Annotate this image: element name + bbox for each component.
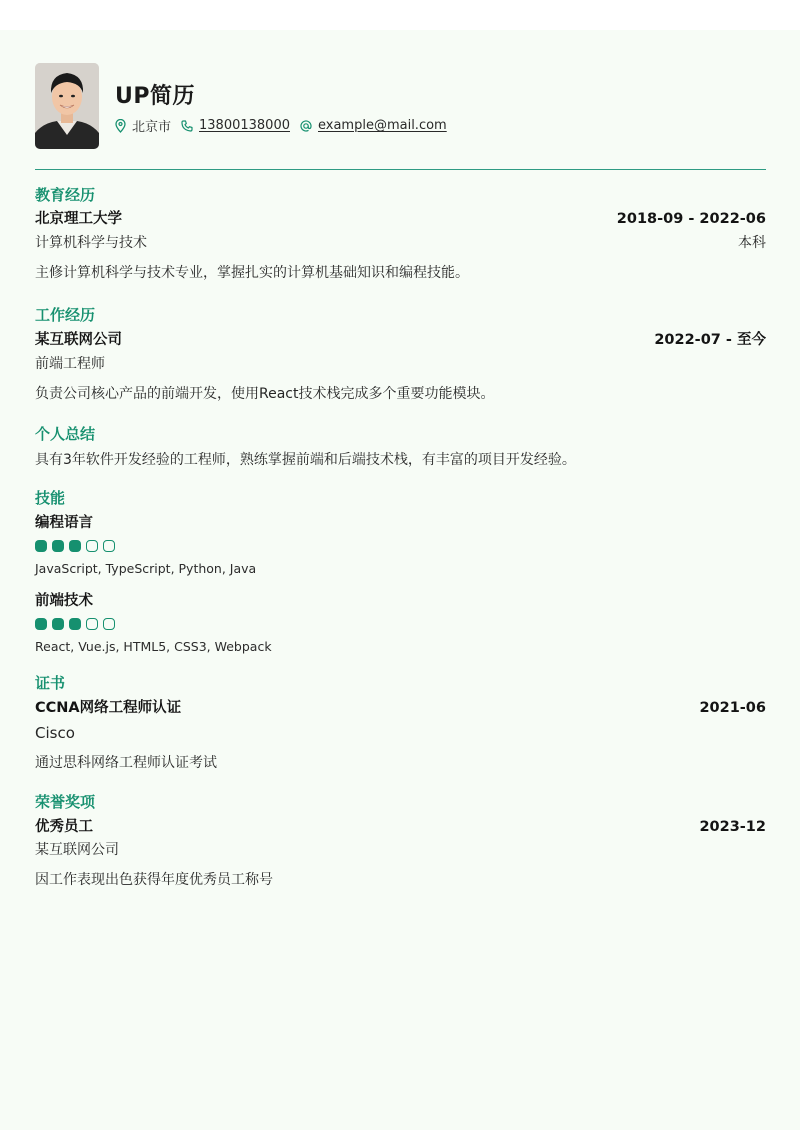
contact-location	[115, 116, 171, 135]
honor-description: 因工作表现出色获得年度优秀员工称号	[35, 872, 273, 888]
certificate-description: 通过思科网络工程师认证考试	[35, 755, 217, 771]
skill-name: 编程语言	[35, 515, 93, 531]
avatar	[35, 63, 99, 149]
phone-icon	[181, 120, 193, 132]
skill-detail: React, Vue.js, HTML5, CSS3, Webpack	[35, 639, 272, 654]
skill-dot-filled	[35, 540, 47, 552]
skill-dot-filled	[69, 618, 81, 630]
certificate-name: CCNA网络工程师认证	[35, 700, 182, 716]
phone-link[interactable]: 13800138000	[199, 118, 290, 133]
skill-item	[35, 590, 766, 657]
position: 前端工程师	[35, 356, 105, 372]
resume-name: UP简历	[115, 84, 195, 109]
skill-detail: JavaScript, TypeScript, Python, Java	[35, 561, 257, 576]
skill-dot-filled	[35, 618, 47, 630]
summary-text: 具有3年软件开发经验的工程师，熟练掌握前端和后端技术栈，有丰富的项目开发经验。	[35, 452, 576, 468]
school-name: 北京理工大学	[35, 211, 122, 227]
skill-dot-filled	[52, 540, 64, 552]
work-header-row	[35, 329, 766, 351]
skill-dot-empty	[86, 540, 98, 552]
certificate-date: 2021-06	[699, 700, 766, 716]
section-summary	[35, 424, 766, 470]
section-title: 技能	[35, 489, 66, 507]
skill-level	[35, 539, 766, 553]
section-skills	[35, 488, 766, 657]
at-sign-icon	[300, 120, 312, 132]
section-title: 荣誉奖项	[35, 793, 96, 811]
contact-info	[115, 116, 457, 135]
major: 计算机科学与技术	[35, 235, 147, 251]
honor-name: 优秀员工	[35, 819, 93, 835]
email-link[interactable]: example@mail.com	[318, 118, 447, 133]
skill-dot-empty	[103, 618, 115, 630]
honor-issuer: 某互联网公司	[35, 842, 119, 858]
honor-date: 2023-12	[699, 819, 766, 835]
section-work	[35, 305, 766, 404]
degree: 本科	[738, 235, 766, 251]
work-description: 负责公司核心产品的前端开发，使用React技术栈完成多个重要功能模块。	[35, 386, 495, 402]
contact-email[interactable]	[300, 118, 447, 133]
skill-level	[35, 617, 766, 631]
education-sub-row	[35, 232, 766, 254]
education-description: 主修计算机科学与技术专业，掌握扎实的计算机基础知识和编程技能。	[35, 265, 469, 281]
resume-header	[35, 63, 766, 170]
skills-list	[35, 512, 766, 657]
resume-content	[35, 63, 766, 888]
company-name: 某互联网公司	[35, 332, 122, 348]
map-pin-icon	[115, 119, 126, 133]
skill-dot-empty	[103, 540, 115, 552]
certificate-sub-row	[35, 722, 766, 744]
work-period: 2022-07 - 至今	[654, 332, 766, 348]
resume-page	[0, 30, 800, 1130]
skill-dot-filled	[69, 540, 81, 552]
skill-dot-filled	[52, 618, 64, 630]
honor-header-row	[35, 816, 766, 838]
work-sub-row	[35, 353, 766, 375]
section-honors	[35, 792, 766, 890]
section-certificates	[35, 673, 766, 773]
skill-name: 前端技术	[35, 593, 93, 609]
education-period: 2018-09 - 2022-06	[616, 211, 766, 227]
section-education	[35, 185, 766, 283]
section-title: 证书	[35, 674, 66, 692]
certificate-issuer: Cisco	[35, 724, 75, 742]
skill-item	[35, 512, 766, 579]
section-title: 工作经历	[35, 306, 96, 324]
certificate-header-row	[35, 697, 766, 719]
honor-sub-row	[35, 839, 766, 861]
location-text: 北京市	[132, 120, 172, 135]
section-title: 教育经历	[35, 186, 96, 204]
education-header-row	[35, 208, 766, 230]
skill-dot-empty	[86, 618, 98, 630]
contact-phone[interactable]	[181, 118, 290, 133]
section-title: 个人总结	[35, 425, 96, 443]
